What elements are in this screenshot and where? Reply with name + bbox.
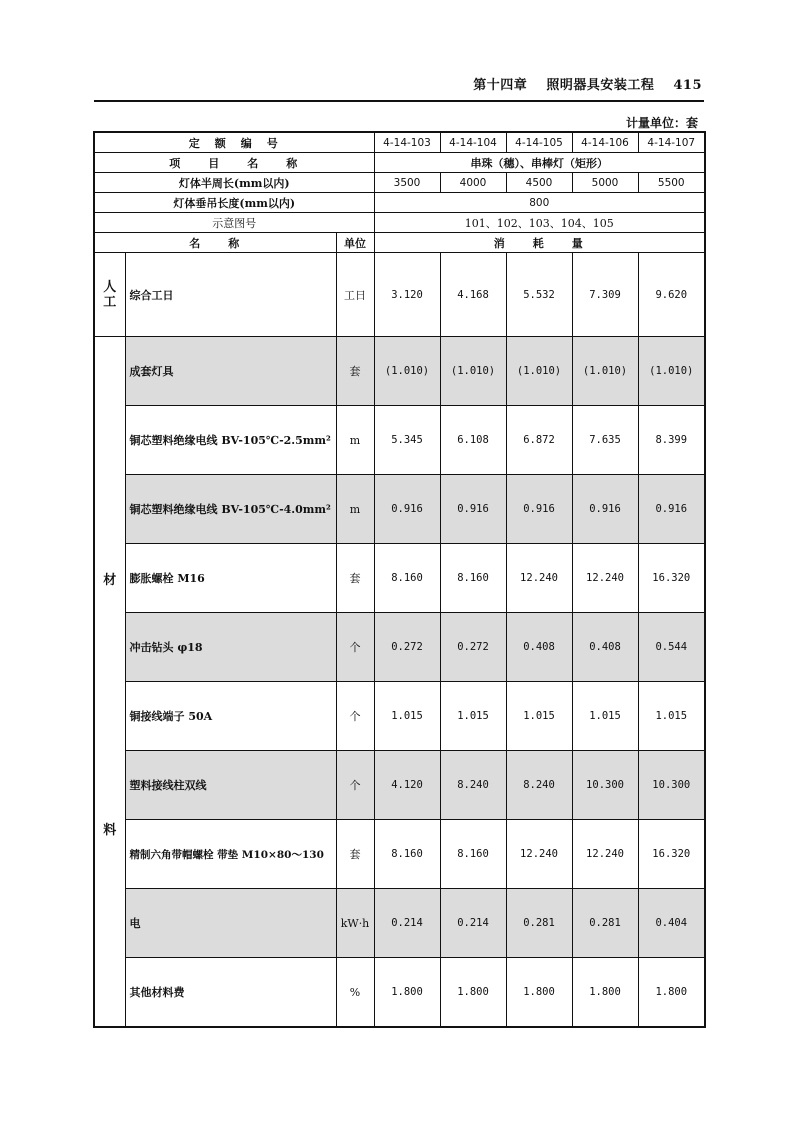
row-value: 10.300	[638, 751, 705, 820]
row-value: 1.800	[374, 958, 440, 1028]
row-value: 1.800	[638, 958, 705, 1028]
section-title: 照明器具安装工程	[546, 78, 655, 93]
row-value: (1.010)	[638, 337, 705, 406]
row-unit: 个	[336, 751, 374, 820]
diagram-row	[94, 213, 705, 233]
row-value: 7.309	[572, 253, 638, 337]
perimeter-cell: 4000	[440, 173, 506, 193]
row-value: 0.916	[440, 475, 506, 544]
row-value: 0.281	[506, 889, 572, 958]
header-rule	[94, 100, 704, 102]
row-name: 膨胀螺栓 M16	[125, 544, 336, 613]
row-value: 4.168	[440, 253, 506, 337]
row-value: 0.916	[374, 475, 440, 544]
row-value: 5.532	[506, 253, 572, 337]
row-value: 12.240	[572, 820, 638, 889]
row-value: 12.240	[572, 544, 638, 613]
labor-category-label: 人工	[103, 279, 117, 310]
row-value: 8.240	[506, 751, 572, 820]
row-value: 8.160	[374, 544, 440, 613]
row-value: 1.015	[572, 682, 638, 751]
material-category	[94, 337, 125, 1028]
drop-value: 800	[374, 193, 705, 213]
perimeter-row	[94, 173, 705, 193]
row-name: 冲击钻头 φ18	[125, 613, 336, 682]
name-column-header: 名 称	[94, 233, 336, 253]
row-value: 9.620	[638, 253, 705, 337]
page-header	[459, 74, 702, 93]
row-value: 4.120	[374, 751, 440, 820]
row-value: 6.108	[440, 406, 506, 475]
code-label: 定 额 编 号	[94, 132, 374, 153]
row-value: 5.345	[374, 406, 440, 475]
row-unit: %	[336, 958, 374, 1028]
row-value: 7.635	[572, 406, 638, 475]
row-value: (1.010)	[506, 337, 572, 406]
row-value: 0.916	[638, 475, 705, 544]
perimeter-cell: 4500	[506, 173, 572, 193]
item-name: 串珠（穗）、串棒灯（矩形）	[374, 153, 705, 173]
diagram-label: 示意图号	[94, 213, 374, 233]
code-cell: 4-14-105	[506, 132, 572, 153]
row-value: 10.300	[572, 751, 638, 820]
row-value: 3.120	[374, 253, 440, 337]
row-value: 12.240	[506, 820, 572, 889]
material-row	[94, 751, 705, 820]
row-value: 1.015	[374, 682, 440, 751]
unit-column-header: 单位	[336, 233, 374, 253]
code-cell: 4-14-106	[572, 132, 638, 153]
row-value: 0.281	[572, 889, 638, 958]
row-value: 0.544	[638, 613, 705, 682]
material-row	[94, 544, 705, 613]
perimeter-cell: 5500	[638, 173, 705, 193]
unit-of-measure: 计量单位：套	[625, 116, 698, 130]
row-value: (1.010)	[572, 337, 638, 406]
row-name: 铜芯塑料绝缘电线 BV-105℃-4.0mm²	[125, 475, 336, 544]
item-label: 项 目 名 称	[94, 153, 374, 173]
material-row	[94, 958, 705, 1028]
material-row	[94, 337, 705, 406]
row-name: 成套灯具	[125, 337, 336, 406]
row-value: 16.320	[638, 544, 705, 613]
row-name: 铜接线端子 50A	[125, 682, 336, 751]
material-row	[94, 613, 705, 682]
row-value: 0.408	[506, 613, 572, 682]
row-unit: 工日	[336, 253, 374, 337]
row-value: 1.800	[572, 958, 638, 1028]
code-cell: 4-14-103	[374, 132, 440, 153]
column-header-row	[94, 233, 705, 253]
material-category-char-2: 料	[103, 823, 117, 838]
row-unit: m	[336, 475, 374, 544]
row-name: 电	[125, 889, 336, 958]
row-value: (1.010)	[440, 337, 506, 406]
row-value: 0.272	[374, 613, 440, 682]
row-value: 0.214	[374, 889, 440, 958]
row-value: 0.404	[638, 889, 705, 958]
row-value: 0.272	[440, 613, 506, 682]
material-row	[94, 889, 705, 958]
quota-table	[93, 131, 706, 1028]
material-row	[94, 682, 705, 751]
row-value: 8.160	[440, 544, 506, 613]
material-category-char-1: 材	[103, 573, 117, 588]
row-value: 1.800	[506, 958, 572, 1028]
row-name: 铜芯塑料绝缘电线 BV-105℃-2.5mm²	[125, 406, 336, 475]
consumption-column-header: 消 耗 量	[374, 233, 705, 253]
row-name: 其他材料费	[125, 958, 336, 1028]
row-value: 8.399	[638, 406, 705, 475]
row-unit: 套	[336, 820, 374, 889]
perimeter-label: 灯体半周长(mm以内)	[94, 173, 374, 193]
diagram-value: 101、102、103、104、105	[374, 213, 705, 233]
row-value: 0.916	[572, 475, 638, 544]
row-value: 6.872	[506, 406, 572, 475]
row-value: 1.015	[440, 682, 506, 751]
row-unit: 套	[336, 337, 374, 406]
row-unit: m	[336, 406, 374, 475]
row-value: 1.015	[638, 682, 705, 751]
row-value: 12.240	[506, 544, 572, 613]
row-name: 塑料接线柱双线	[125, 751, 336, 820]
row-unit: 套	[336, 544, 374, 613]
perimeter-cell: 5000	[572, 173, 638, 193]
row-value: (1.010)	[374, 337, 440, 406]
drop-label: 灯体垂吊长度(mm以内)	[94, 193, 374, 213]
row-unit: kW·h	[336, 889, 374, 958]
perimeter-cell: 3500	[374, 173, 440, 193]
row-value: 1.800	[440, 958, 506, 1028]
drop-row	[94, 193, 705, 213]
labor-category	[94, 253, 125, 337]
row-value: 0.408	[572, 613, 638, 682]
material-row	[94, 406, 705, 475]
page-number: 415	[673, 78, 702, 93]
code-cell: 4-14-107	[638, 132, 705, 153]
material-row	[94, 475, 705, 544]
row-name: 综合工日	[125, 253, 336, 337]
row-value: 0.916	[506, 475, 572, 544]
chapter-label: 第十四章	[473, 78, 528, 93]
labor-row	[94, 253, 705, 337]
row-value: 8.160	[374, 820, 440, 889]
code-row	[94, 132, 705, 153]
item-row	[94, 153, 705, 173]
row-value: 1.015	[506, 682, 572, 751]
code-cell: 4-14-104	[440, 132, 506, 153]
row-name: 精制六角带帽螺栓 带垫 M10×80～130	[125, 820, 336, 889]
row-value: 8.240	[440, 751, 506, 820]
row-value: 0.214	[440, 889, 506, 958]
row-value: 8.160	[440, 820, 506, 889]
row-unit: 个	[336, 682, 374, 751]
row-unit: 个	[336, 613, 374, 682]
row-value: 16.320	[638, 820, 705, 889]
material-row	[94, 820, 705, 889]
